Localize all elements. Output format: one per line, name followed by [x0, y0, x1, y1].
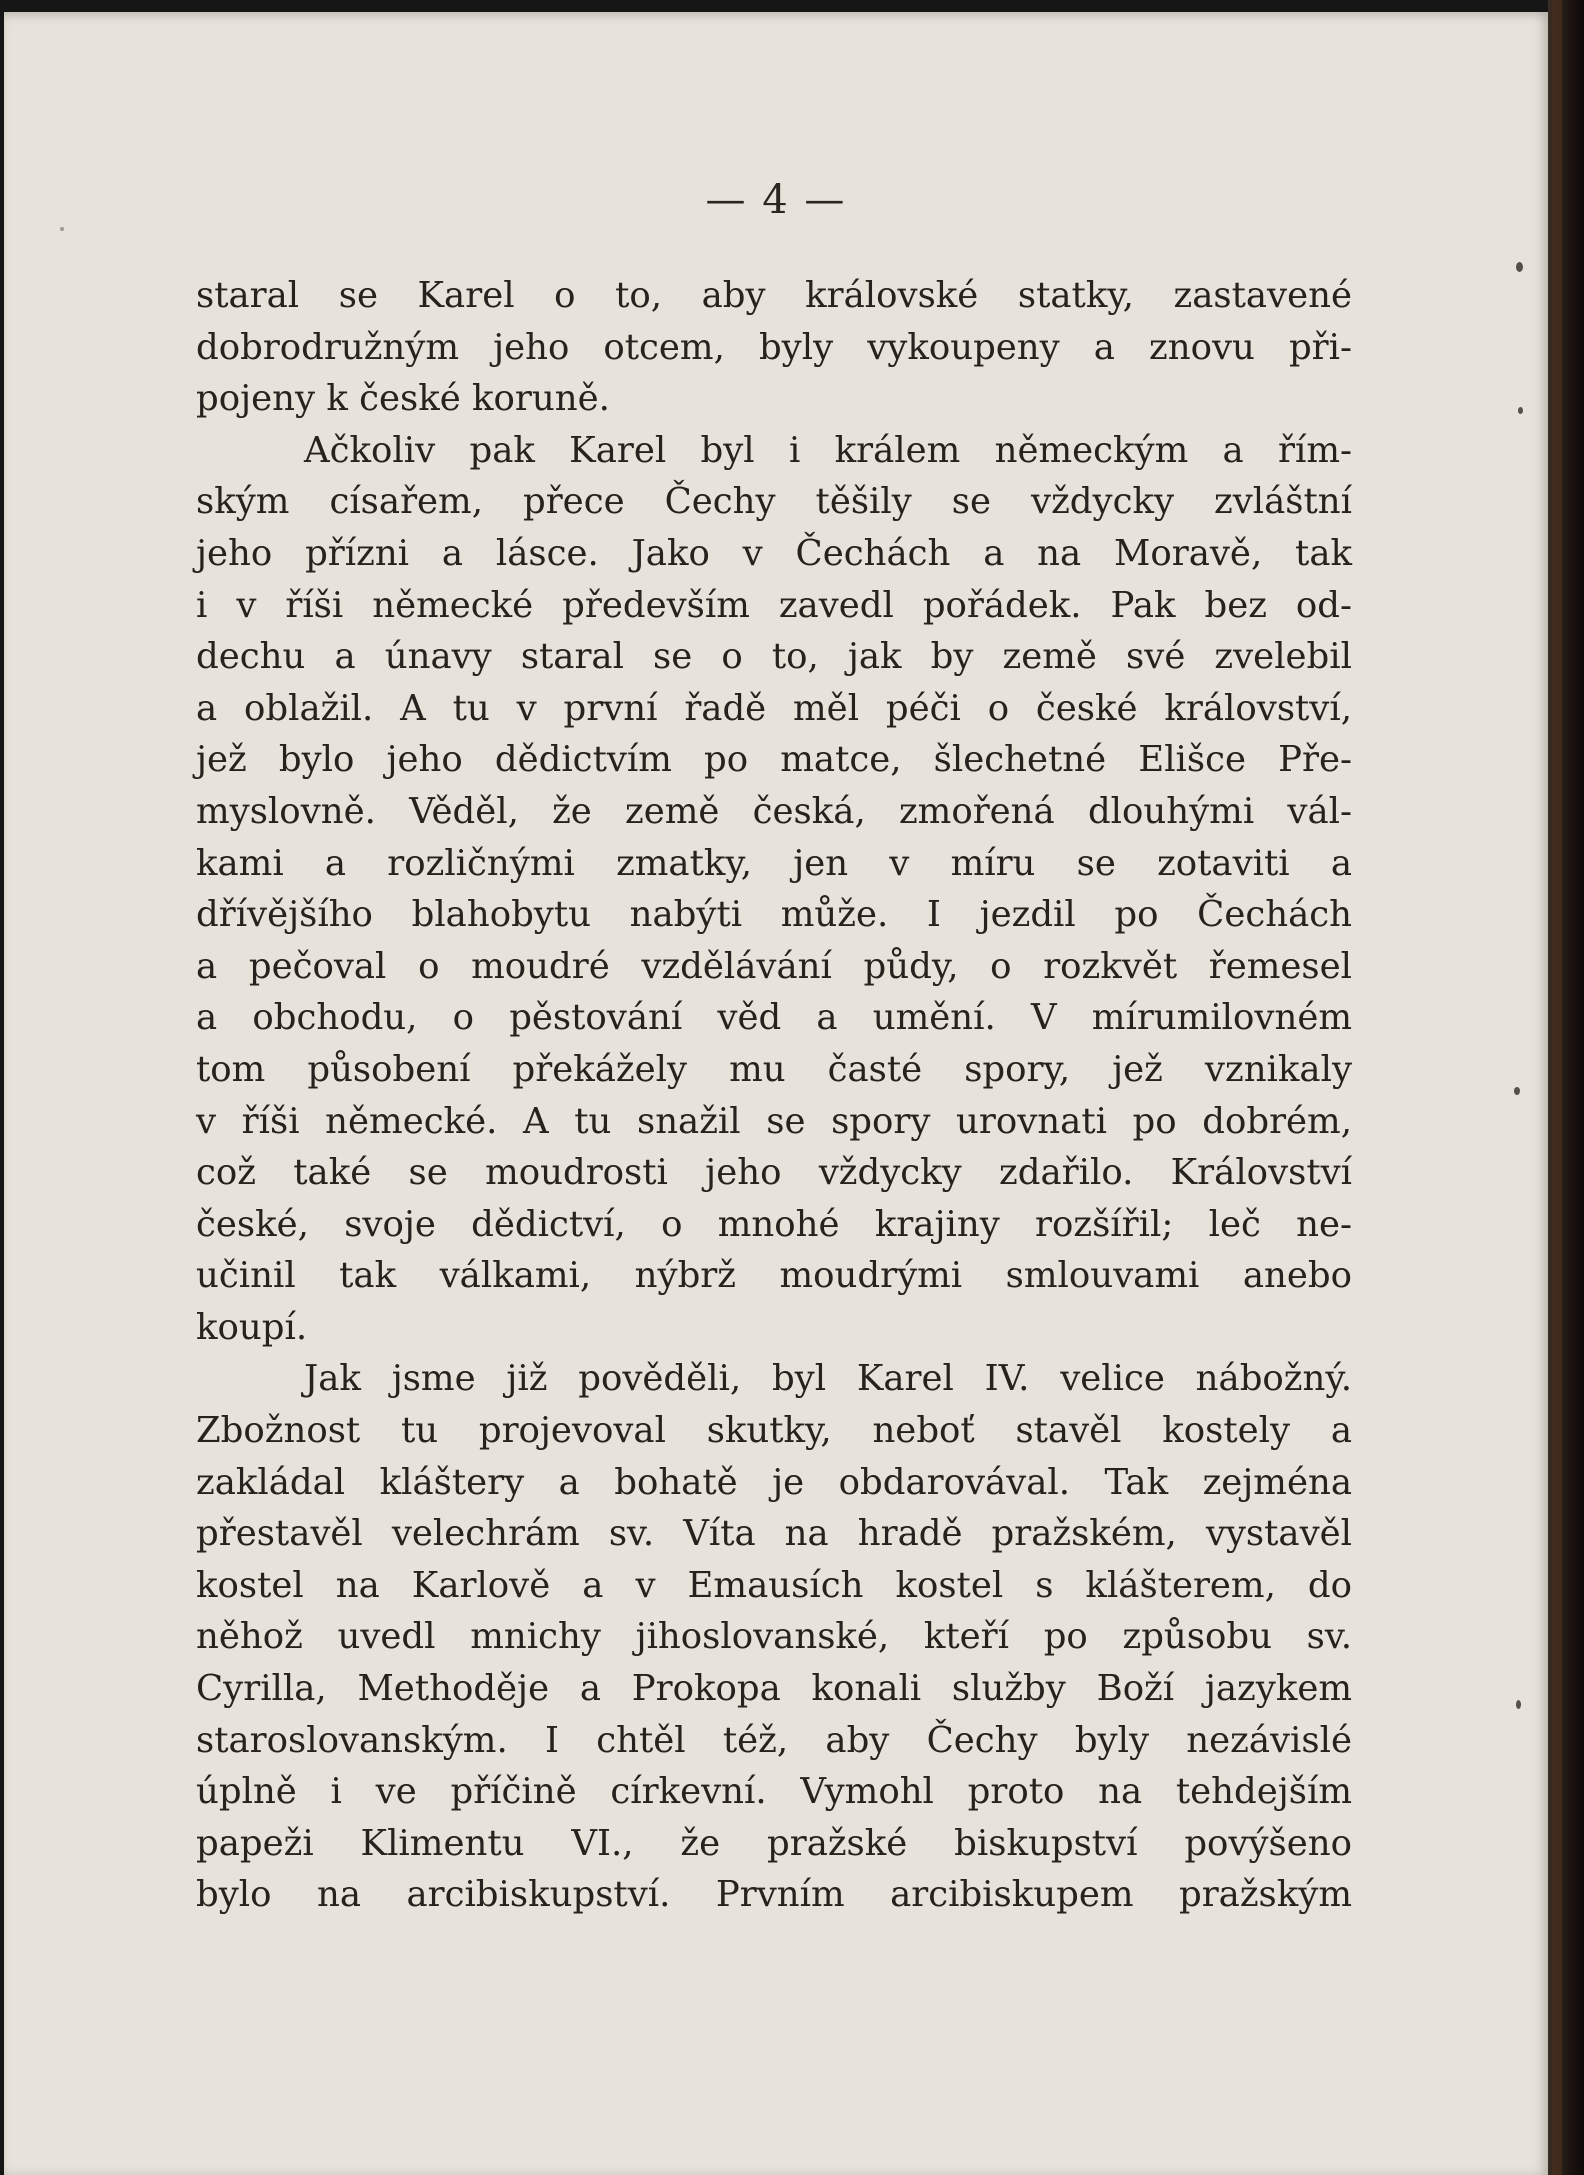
text-line: staroslovanským. I chtěl též, aby Čechy byly nezávislé	[196, 1719, 1352, 1761]
text-line: učinil tak válkami, nýbrž moudrými smlouvami anebo	[196, 1255, 1352, 1297]
text-line: dechu a únavy staral se o to, jak by země své zvelebil	[196, 636, 1352, 678]
text-line: něhož uvedl mnichy jihoslovanské, kteří po způsobu sv.	[196, 1616, 1352, 1658]
text-line: tom působení překážely mu časté spory, jež vznikaly	[196, 1048, 1352, 1090]
text-line: a pečoval o moudré vzdělávání půdy, o rozkvět řemesel	[196, 945, 1352, 987]
text-line: ským císařem, přece Čechy těšily se vždycky zvláštní	[196, 481, 1352, 523]
text-line: koupí.	[196, 1306, 308, 1348]
text-line: což také se moudrosti jeho vždycky zdařilo. Království	[196, 1152, 1352, 1194]
page-number: — 4 —	[705, 177, 847, 223]
text-line: zakládal kláštery a bohatě je obdarovával. Tak zejména	[196, 1461, 1352, 1503]
text-line: Jak jsme již pověděli, byl Karel IV. velice nábožný.	[304, 1358, 1352, 1400]
text-line: v říši německé. A tu snažil se spory urovnati po dobrém,	[196, 1100, 1352, 1142]
text-line: dobrodružným jeho otcem, byly vykoupeny a znovu při-	[196, 326, 1352, 368]
text-line: papeži Klimentu VI., že pražské biskupství povýšeno	[196, 1822, 1352, 1864]
text-line: dřívějšího blahobytu nabýti může. I jezdil po Čechách	[196, 894, 1352, 936]
paper-speck	[1514, 1087, 1520, 1095]
body-text	[196, 270, 1352, 1921]
text-line: i v říši německé především zavedl pořádek. Pak bez od-	[196, 584, 1352, 626]
text-line: úplně i ve příčině církevní. Vymohl proto na tehdejším	[196, 1771, 1352, 1813]
book-page	[4, 12, 1548, 2175]
text-line: Ačkoliv pak Karel byl i králem německým a řím-	[304, 429, 1352, 471]
paper-speck	[1516, 262, 1523, 272]
text-line: kostel na Karlově a v Emausích kostel s klášterem, do	[196, 1564, 1352, 1606]
binding-stain	[1552, 0, 1562, 2175]
paper-speck	[1516, 1700, 1521, 1709]
text-line: myslovně. Věděl, že země česká, zmořená dlouhými vál-	[196, 790, 1352, 832]
text-line: Cyrilla, Methoděje a Prokopa konali služby Boží jazykem	[196, 1668, 1352, 1710]
paper-speck	[1518, 407, 1523, 414]
text-line: staral se Karel o to, aby královské statky, zastavené	[196, 275, 1352, 316]
text-line: bylo na arcibiskupství. Prvním arcibiskupem pražským	[196, 1874, 1352, 1916]
text-line: kami a rozličnými zmatky, jen v míru se zotaviti a	[196, 842, 1352, 884]
text-line: jež bylo jeho dědictvím po matce, šlechetné Elišce Pře-	[196, 739, 1352, 781]
text-line: Zbožnost tu projevoval skutky, neboť stavěl kostely a	[196, 1410, 1352, 1452]
paper-speck	[60, 227, 64, 231]
text-line: české, svoje dědictví, o mnohé krajiny rozšířil; leč ne-	[196, 1203, 1352, 1245]
text-line: jeho přízni a lásce. Jako v Čechách a na Moravě, tak	[196, 532, 1352, 574]
text-line: pojeny k české koruně.	[196, 378, 610, 420]
book-binding-edge	[1548, 0, 1584, 2175]
text-line: přestavěl velechrám sv. Víta na hradě pražském, vystavěl	[196, 1513, 1352, 1555]
text-line: a obchodu, o pěstování věd a umění. V mírumilovném	[196, 997, 1352, 1039]
text-line: a oblažil. A tu v první řadě měl péči o české království,	[196, 687, 1352, 729]
